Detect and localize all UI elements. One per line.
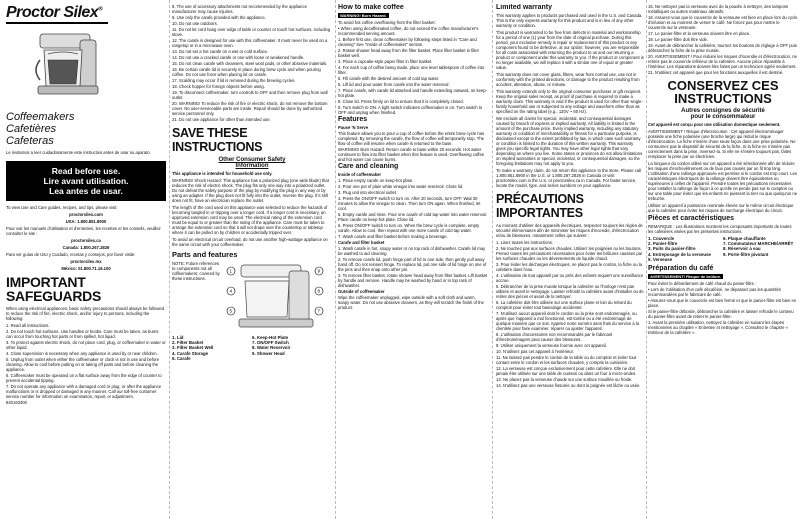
list-item: 18. Le panier-filtre doit être vide. bbox=[648, 37, 709, 42]
cord-info-fr: La longueur du cordon utilisé sur cet appareil a été sélectionnée afin de réduire les risques d'enchevêtrement ou de faux pas causés par un fil trop long. L'utilisation d'une rallonge approuvée est permise si le cordon est trop court. Les caractéristiques électriques de la rallonge doivent être équivalentes ou supérieures à celles de l'appareil. Prendre toutes les précautions nécessaires pour installer la rallonge de façon à ce qu'elle ne pende pas sur le comptoir ou sur une table pour éviter que les enfants ne puissent la tirer ou que quelqu'un ne trébuche. bbox=[648, 161, 798, 201]
part-item: 9. Shower Head bbox=[252, 350, 285, 356]
web-url[interactable]: proctorsilex.mx bbox=[70, 259, 102, 264]
warranty-title: Limited warranty bbox=[496, 4, 553, 11]
list-item: 1. Lisez toutes les instructions. bbox=[496, 240, 554, 245]
title-line: Information bbox=[235, 163, 269, 169]
list-item: 1. Wash carafe in hot, soapy water or on top rack of dishwasher. Carafe lid may be washed to aid cleaning. bbox=[338, 246, 486, 256]
pieces-list bbox=[648, 236, 798, 262]
slogan-en: Read before use. bbox=[51, 166, 121, 176]
care-title: Care and cleaning bbox=[338, 163, 399, 170]
phone: México: 01.800.71.16.100 bbox=[61, 266, 111, 271]
svg-text:7: 7 bbox=[317, 308, 321, 314]
phone: USA: 1.800.851.8900 bbox=[65, 219, 107, 224]
list-item: 14. Do not use a cracked carafe or one with loose or weakened handle. bbox=[172, 55, 305, 60]
svg-text:1: 1 bbox=[229, 268, 233, 274]
fold-line bbox=[646, 0, 647, 519]
parts-list bbox=[172, 335, 332, 361]
paragraph: To make a warranty claim, do not return this appliance to the store. Please call 1.800.851.8900 in the U.S. or 1.800.267.2826 in Canada or visit proctorsilex.com in the U.S. or proctorsilex.ca in Canada. For faster service, locate the model, type, and series numbers on your appliance. bbox=[496, 168, 642, 188]
conserve-title: CONSERVEZ CES INSTRUCTIONS bbox=[667, 78, 779, 106]
svg-text:5: 5 bbox=[229, 308, 233, 314]
svg-text:4: 4 bbox=[229, 288, 233, 294]
list-item: 4. Press the ON/OFF switch to turn on. After 20 seconds, turn OFF. Wait 30 minutes to allow the vinegar to clean. Then turn ON again. When finished, let cool. bbox=[338, 196, 481, 211]
list-item: To avoid hot coffee overflowing from the filter basket: bbox=[338, 20, 436, 25]
list-item: 1. Avant la première utilisation, nettoyez la cafetière en suivant les étapes mentionnées au chapitre « Entretien et nettoyage ». Consultez le chapitre « Intérieur de la cafetière ». bbox=[648, 320, 788, 336]
other-safety-title bbox=[172, 157, 332, 169]
web-text: Pour voir les manuels d'utilisation et d'entretien, les recettes et les conseils, veuillez consulter le site : bbox=[6, 226, 161, 236]
list-item: 5. Empty carafe and rinse. Pour one carafe of cold tap water into water reservoir. Place carafe on keep-hot plate. Close lid. bbox=[338, 212, 488, 222]
fold-line bbox=[335, 0, 336, 519]
list-item: 5. Débrancher de la prise murale lorsque la cafetière ou l'horloge n'est pas utilisée et avant le nettoyage. Laisser refroidir la cafetière avant d'installer ou de retirer des pièces et avant de la nettoyer. bbox=[496, 284, 644, 299]
web-info-es bbox=[6, 252, 166, 271]
web-text: To view Use and Care guides, recipes, and tips, please visit: bbox=[6, 205, 118, 210]
web-text: Para ver guías de Uso y Cuidado, recetas y consejos, por favor visite: bbox=[6, 252, 136, 257]
list-item: 6. Lift lid and pour water from carafe into the water reservoir. bbox=[338, 82, 450, 87]
how-to-column bbox=[338, 4, 488, 515]
paragraph: This product is warranted to be free from defects in material and workmanship for a period of one (1) year from the date of original purchase. During this period, your exclusive remedy is repair or replacement of this product or any component found to be defective, at our option; however, you are responsible for all costs associated with returning the product to us and our returning a product or component under this warranty to you. If the product or component is no longer available, we will replace it with a similar one of equal or greater value. bbox=[496, 30, 644, 70]
part-item: 4. Carafe Storage bbox=[172, 350, 209, 356]
list-item: 10. Do not use outdoors. bbox=[172, 21, 218, 26]
part-item: 3. Filter Basket Well bbox=[172, 345, 214, 351]
parts-area bbox=[172, 261, 332, 333]
title-line: Other Consumer Safety bbox=[218, 157, 286, 163]
list-item: 12. La verseuse est conçue exclusivement pour cette cafetière. Elle ne doit jamais être utilisée sur une table de cuisson ou dans un four à micro-ondes. bbox=[496, 366, 637, 376]
pieces-note: REMARQUE : Les illustrations montrent les composants importants de toutes les cafetières visées par les présentes instructions. bbox=[648, 224, 792, 234]
list-item: 2. Pour one pot of plain white vinegar into water reservoir. Close lid. bbox=[338, 184, 464, 189]
list-item: 20. WARNING! To reduce the risk of fire or electric shock, do not remove the bottom cover. No user-serviceable parts are inside. Repair should be done by authorized service personnel only. bbox=[172, 101, 328, 116]
warranty-text bbox=[496, 13, 644, 188]
list-item: 3. To remove filter basket, rotate shower head away from filter basket. Lift basket by handle and remove. Handle may be washed by hand or in top rack of dishwasher. bbox=[338, 273, 488, 288]
list-item: Si le panier-filtre déborde, débrancher la cafetière et laisser refroidir le contenu du panier-filtre avant de retirer le panier-filtre. bbox=[648, 309, 794, 320]
list-item: 3. To protect against electric shock, do not place cord, plug, or coffeemaker in water or other liquid. bbox=[6, 340, 166, 350]
list-item: 12. The carafe is designed for use with this coffeemaker. It must never be used on a rangetop or in a microwave oven. bbox=[172, 38, 328, 48]
brand-logo: Proctor Silex® bbox=[6, 4, 108, 24]
parts-note: NOTE: Future references to components not all coffeemakers; covered by these instructions. bbox=[172, 261, 220, 281]
precautions-intro: Au moment d'utiliser des appareils électriques, respectez toujours les règles de sécurité élémentaires afin de minimiser les risques d'incendie, d'électrocution et/ou de blessures, notamment celles qui suivent : bbox=[496, 223, 643, 238]
part-item: 5. Carafe bbox=[172, 355, 191, 361]
precautions-title: PRÉCAUTIONS IMPORTANTES bbox=[496, 192, 584, 220]
title-en: Coffeemakers bbox=[6, 111, 75, 123]
list-item: 5. Unplug from outlet when either the coffeemaker or clock is not in use and before cleaning. Allow to cool before putting on or taking off parts and before cleaning the appliance. bbox=[6, 357, 160, 372]
safeguards-list bbox=[6, 323, 166, 399]
part-item: 9. Porte-filtre pivotant bbox=[723, 251, 769, 257]
phone: Canada: 1.800.267.2826 bbox=[62, 245, 110, 250]
part-item: 1. Lid bbox=[172, 335, 184, 340]
fold-line bbox=[492, 0, 493, 519]
list-item: 1. Read all instructions. bbox=[6, 323, 50, 328]
title-es: Cafeteras bbox=[6, 135, 54, 147]
list-item: 2. Rotate shower head away from the filter basket. Place filter basket in filter basket well. bbox=[338, 48, 480, 58]
part-item: 7. ON/OFF Switch bbox=[252, 340, 289, 346]
list-item: Carafe and filter basket bbox=[338, 240, 385, 245]
list-item: 8. L'utilisation d'accessoires non recommandés par le fabricant d'électroménagers peut causer des blessures. bbox=[496, 332, 613, 342]
prep-warning: AVERTISSEMENT! Risque de brûlure. bbox=[650, 274, 722, 280]
slogan-es: Lea antes de usar. bbox=[49, 186, 123, 196]
list-item: 18. Check hopper for foreign objects before using. bbox=[172, 84, 265, 89]
list-item: 3. Plug unit into electrical outlet. bbox=[338, 190, 398, 195]
list-item: • When using decaffeinated coffee, do not exceed the coffee manufacturer's recommended serving amount. bbox=[338, 26, 479, 36]
parts-title: Parts and features bbox=[172, 250, 238, 259]
list-item: 9. Utiliser uniquement la verseuse fournie avec cet appareil. bbox=[496, 343, 608, 348]
part-item: 2. Filter Basket bbox=[172, 340, 204, 346]
web-info-fr bbox=[6, 226, 166, 250]
paragraph: This warranty applies to products purchased and used in the U.S. and Canada. This is the only express warranty for this product and is in lieu of any other warranty or condition. bbox=[496, 13, 643, 28]
list-item: 4. For each cup of coffee being made, place one level tablespoon of coffee into filter. bbox=[338, 65, 485, 75]
list-item: • Lors de l'utilisation d'un café décaféiné, ne dépassez pas les quantités recommandées par le fabricant de café. bbox=[648, 287, 781, 298]
paragraph: We exclude all claims for special, incidental, and consequential damages caused by breach of express or implied warranty. All liability is limited to the amount of the purchase price. Every implied warranty, including any statutory warranty or condition of merchantability or fitness for a particular purpose, is disclaimed except to the extent prohibited by law, in which case such warranty or condition is limited to the duration of this written warranty. This warranty gives you specific legal rights. You may have other legal rights that vary depending on where you live. Some states or provinces do not allow limitations on implied warranties or special, incidental, or consequential damages, so the foregoing limitations may not apply to you. bbox=[496, 116, 643, 166]
features-list bbox=[338, 125, 488, 162]
list-item: 9. Use only the carafe provided with the appliance. bbox=[172, 15, 266, 20]
list-item: Outside of coffeemaker bbox=[338, 289, 385, 294]
safeguards-intro: When using electrical appliances, basic safety precautions should always be followed to reduce the risk of fire, electric shock, and/or injury to persons, including the following: bbox=[6, 306, 165, 321]
precautions-list bbox=[496, 240, 644, 388]
list-item: 20. AVERTISSEMENT ! Pour réduire les risques d'incendie et d'électrocution, ne retirez pas le couvercle inférieur de la cafetière. Aucune pièce réparable à l'intérieur. Les réparations doivent être faites par un technicien agréé seulement. bbox=[648, 54, 797, 69]
list-item: Inside of coffeemaker bbox=[338, 172, 382, 177]
list-item: 13. Ne placez pas la verseuse chaude sur une surface mouillée ou froide. bbox=[496, 377, 633, 382]
list-item: Pour éviter le débordement de café chaud du panier-filtre : bbox=[648, 281, 757, 287]
part-item: 6. Plaque chauffante bbox=[723, 236, 766, 241]
list-item: 8. The use of accessory attachments not recommended by the appliance manufacturer may cause injuries. bbox=[172, 4, 307, 14]
part-item: 1. Couvercle bbox=[648, 236, 675, 241]
list-item: 21. Do not use appliance for other than intended use. bbox=[172, 117, 271, 122]
svg-text:8: 8 bbox=[317, 288, 321, 294]
paragraph: This warranty does not cover glass, filters, wear from normal use, use not in conformity with the printed directions, or damage to the product resulting from accident, alteration, abuse, or misuse. bbox=[496, 72, 640, 87]
list-item: 15. Do not clean carafe with cleansers, steel wool pads, or other abrasive materials. bbox=[172, 61, 328, 66]
pieces-title: Pièces et caractéristiques bbox=[648, 215, 734, 222]
save-instructions-title: SAVE THESE INSTRUCTIONS bbox=[172, 126, 263, 154]
list-item: 7. N'utilisez aucun appareil dont le cordon ou la prise sont endommagés, ou après que l'appareil a mal fonctionné, est tombé ou a été endommagé de quelque manière que ce soit. Appelez notre numéro sans frais du service à la clientèle pour faire examiner, réparer ou ajuster l'appareil. bbox=[496, 311, 640, 331]
title-line: Autres consignes de sécurité bbox=[681, 108, 765, 114]
list-item: 16. Assurez-vous que le couvercle de la verseuse est bien en place lors du cycle d'infusion et au moment de verser le café. Ne forcez pas pour mettre le couvercle sur la verseuse. bbox=[648, 15, 798, 30]
list-item: 19. To disconnect coffeemaker, turn controls to OFF and then remove plug from wall outlet. bbox=[172, 90, 328, 100]
list-item: 8. Close lid. Press firmly on lid to ensure that it is completely closed. bbox=[338, 99, 464, 104]
part-item: 2. Panier-filtre bbox=[648, 241, 678, 247]
title-fr: Cafetières bbox=[6, 123, 57, 135]
french-column bbox=[648, 4, 798, 515]
list-item: 16. Be certain carafe lid is securely in place during brew cycle and when pouring coffee. Do not use force when placing lid on carafe. bbox=[172, 67, 321, 77]
list-item: 17. Le panier-filtre et la verseuse doivent être en place. bbox=[648, 31, 751, 36]
list-item: 6. La cafetière doit être utilisée sur une surface plane et loin du rebord du comptoir pour éviter tout basculage accidentel. bbox=[496, 300, 632, 310]
web-url[interactable]: proctorsilex.com bbox=[69, 212, 103, 217]
safeguards-continued-column bbox=[172, 4, 332, 515]
list-item: 7. Place carafe, with carafe lid attached and handle extending outward, on keep-hot plate. bbox=[338, 88, 487, 98]
safeguards-list-continued bbox=[172, 4, 332, 122]
burn-warning: WARNING! Burn Hazard. bbox=[340, 13, 387, 18]
list-item: 3. Pour éviter les décharges électriques, ne placez pas le cordon, la fiche ou la cafetière dans l'eau. bbox=[496, 262, 642, 272]
web-info-en bbox=[6, 205, 166, 224]
list-item: Pause 'N Serve bbox=[338, 125, 369, 130]
shock-warning-fr: AVERTISSEMENT ! Risque d'électrocution : Cet appareil électroménager possède une fiche polarisée (une broche large) qui réduit le risque d'électrocution. La fiche s'insère d'une seule façon dans une prise polarisée. Ne contournez pas le dispositif de sécurité de la fiche. Si la fiche ne s'insère pas correctement dans la prise, inversez-la. Si elle ne s'insère toujours pas, faites remplacer la prise par un électricien. bbox=[648, 129, 796, 159]
list-item: 11. Ne laissez pas pendre le cordon de la table ou du comptoir et éviter tout contact entre le cordon et les surfaces chaudes, y compris la cuisinière. bbox=[496, 355, 637, 365]
list-item: 15. Ne nettoyez pas la verseuse avec de la poudre à nettoyer, des tampons métalliques ou autres matériaux abrasifs. bbox=[648, 4, 789, 14]
product-titles bbox=[6, 111, 166, 147]
list-item: 2. To remove carafe lid, push hinge part of lid to one side, then gently pull away hand off. Do not reinsert hinge. To replace lid, put one side of lid hinge on one of the pins and then snap onto other pin. bbox=[338, 257, 487, 272]
list-item: 1. Place empty carafe on keep-hot plate. bbox=[338, 178, 414, 183]
list-item: 4. L'utilisation de tout appareil par ou près des enfants requiert une surveillance accrue. bbox=[496, 273, 644, 283]
list-item: 1. Before first use, clean coffeemaker by following steps listed in "Care and cleaning" See "Inside of coffeemaker" section. bbox=[338, 37, 477, 47]
overload-info-fr: Utiliser un appareil à puissance nominale élevée sur le même circuit électrique que la cafetière pour éviter les risques de surcharge électrique du circuit. bbox=[648, 203, 794, 213]
paragraph: This warranty extends only to the original consumer purchaser or gift recipient. Keep the original sales receipt, as proof of purchase is required to make a warranty claim. This warranty is void if the product is used for other than single-family household use or subjected to any voltage and waveform other than as specified on the rating label (e.g., 120V ~ 60 Hz). bbox=[496, 89, 643, 114]
shock-warning: WARNING! Shock Hazard: This appliance has a polarized plug (one wide blade) that reduces the risk of electric shock. The plug fits only one way into a polarized outlet. Do not defeat the safety purpose of the plug by modifying the plug in any way or by using an adapter. If the plug does not fit fully into the outlet, reverse the plug. If it still does not fit, have an electrician replace the outlet. bbox=[172, 178, 329, 203]
part-item: 5. Verseuse bbox=[648, 256, 673, 262]
list-item: 6. Press ON/OFF switch to turn on. When the brew cycle is complete, empty carafe. Allow to cool, then repeat with one more carafe of cold tap water. bbox=[338, 223, 480, 233]
list-item: 7. Do not operate any appliance with a damaged cord or plug, or after the appliance malfunctions or is dropped or damaged in any manner. Call our toll-free customer service number for information on examination, repair, or adjustment. bbox=[6, 384, 162, 399]
list-item: 5. Fill carafe with the desired amount of cold tap water. bbox=[338, 76, 440, 81]
list-item: 2. Do not touch hot surfaces. Use handles or knobs. Care must be taken, as burns can occur from touching hot parts or from spilled, hot liquid. bbox=[6, 329, 159, 339]
features-title: Features bbox=[338, 116, 368, 123]
list-item: 10. N'utilisez pas cet appareil à l'extérieur. bbox=[496, 349, 574, 354]
list-item: 2. Ne touchez pas aux surfaces chaudes. Utilisez les poignées ou les boutons. Prenez toutes les précautions nécessaires pour éviter les brûlures causées par les surfaces chaudes ou les déversements de liquide chaud. bbox=[496, 246, 643, 261]
care-list bbox=[338, 172, 488, 310]
slogan-fr: Lire avant utilisation. bbox=[43, 176, 129, 186]
part-item: 7. Commutateur MARCHE/ARRÊT bbox=[723, 241, 794, 247]
list-item: 4. Close supervision is necessary when any appliance is used by or near children. bbox=[6, 351, 158, 356]
document-code: 840163400 bbox=[6, 400, 27, 405]
list-item: 6. Coffeemaker must be operated on a flat surface away from the edge of counter to prevent accidental tipping. bbox=[6, 373, 162, 383]
list-item: WARNING! Burn Hazard. Return carafe to base within 20 seconds. Hot water continues to flow into filter basket when this feature is used. Overflowing coffee and hot water can cause burns. bbox=[338, 147, 485, 162]
safeguards-title: IMPORTANT SAFEGUARDS bbox=[6, 274, 102, 304]
intro-text: Le invitamos a leer cuidadosamente este instructivo antes de usar su aparato. bbox=[6, 150, 151, 155]
list-item: 21. N'utilisez cet appareil que pour les fonctions auxquelles il est destiné. bbox=[648, 70, 784, 75]
fold-line bbox=[169, 0, 170, 519]
cord-info: The length of the cord used on this appliance was selected to reduce the hazards of becoming tangled in or tripping over a longer cord. If a longer cord is necessary, an approved extension cord may be used. The electrical rating of the extension cord must be equal to or greater than the rating of the appliance. Care must be taken to arrange the extension cord so that it will not drape over the countertop or tabletop where it can be pulled on by children or accidentally tripped over. bbox=[172, 205, 328, 235]
prep-title: Préparation du café bbox=[648, 265, 714, 273]
household-note: This appliance is intended for household use only. bbox=[172, 171, 273, 176]
coffeemaker-illustration bbox=[10, 30, 130, 100]
list-item: 3. Place a cupcake-style paper filter in filter basket. bbox=[338, 59, 433, 64]
how-to-title: How to make coffee bbox=[338, 4, 404, 11]
svg-text:9: 9 bbox=[317, 268, 321, 274]
precautions-list-continued bbox=[648, 4, 798, 75]
list-item: 14. N'utilisez pas une verseuse fissurée ou dont la poignée est lâche ou usée. bbox=[496, 383, 641, 388]
domestic-note: Cet appareil est conçu pour une utilisation domestique seulement. bbox=[648, 122, 781, 127]
title-line: pour le consommateur bbox=[690, 114, 756, 120]
list-item: 11. Do not let cord hang over edge of table or counter or touch hot surfaces, including stove. bbox=[172, 27, 331, 37]
list-item: 13. Do not set a hot carafe on a wet or cold surface. bbox=[172, 49, 269, 54]
part-item: 6. Keep-Hot Plate bbox=[252, 335, 289, 340]
prep-list bbox=[648, 281, 798, 335]
list-item: Wipe the coffeemaker unplugged, wipe outside with a soft cloth and warm, soapy water. Do not use abrasive cleaners, as they will scratch the finish of the product. bbox=[338, 295, 484, 310]
parts-diagram bbox=[223, 261, 328, 333]
list-item: • Assurez-vous que le couvercle est bien fermé et que le panier-filtre est bien en place. bbox=[648, 298, 797, 309]
web-url[interactable]: proctorsilex.ca bbox=[71, 238, 101, 243]
list-item: 7. Wash carafe and filter basket before making a beverage. bbox=[338, 234, 448, 239]
list-item: 9. Turn switch to ON. A light switch indicates coffeemaker is on. Turn switch to OFF and unplug when finished. bbox=[338, 105, 483, 115]
brew-steps bbox=[338, 20, 488, 115]
list-item: 19. Avant de débrancher la cafetière, tournez les boutons de réglage à OFF puis débranchez la fiche de la prise murale. bbox=[648, 43, 797, 53]
overload-info: To avoid an electrical circuit overload, do not use another high-wattage appliance on the same circuit with your coffeemaker. bbox=[172, 237, 328, 247]
autres-title bbox=[648, 108, 798, 120]
part-item: 8. Réservoir à eau bbox=[723, 246, 761, 252]
read-before-use-banner bbox=[6, 161, 166, 201]
cover-column bbox=[6, 4, 166, 515]
list-item: This feature allows you to pour a cup of coffee before the entire brew cycle has completed. By removing the carafe, the flow of coffee will temporarily stop. The flow of coffee will resume when carafe is returned to the base. bbox=[338, 131, 485, 146]
warranty-column bbox=[496, 4, 644, 515]
part-item: 8. Water Reservoir bbox=[252, 345, 291, 351]
list-item: 17. Scalding may occur if lid is removed during the brewing cycles. bbox=[172, 78, 296, 83]
part-item: 3. Puits du panier-filtre bbox=[648, 246, 696, 252]
part-item: 4. Entreposage de la verseuse bbox=[648, 251, 711, 257]
